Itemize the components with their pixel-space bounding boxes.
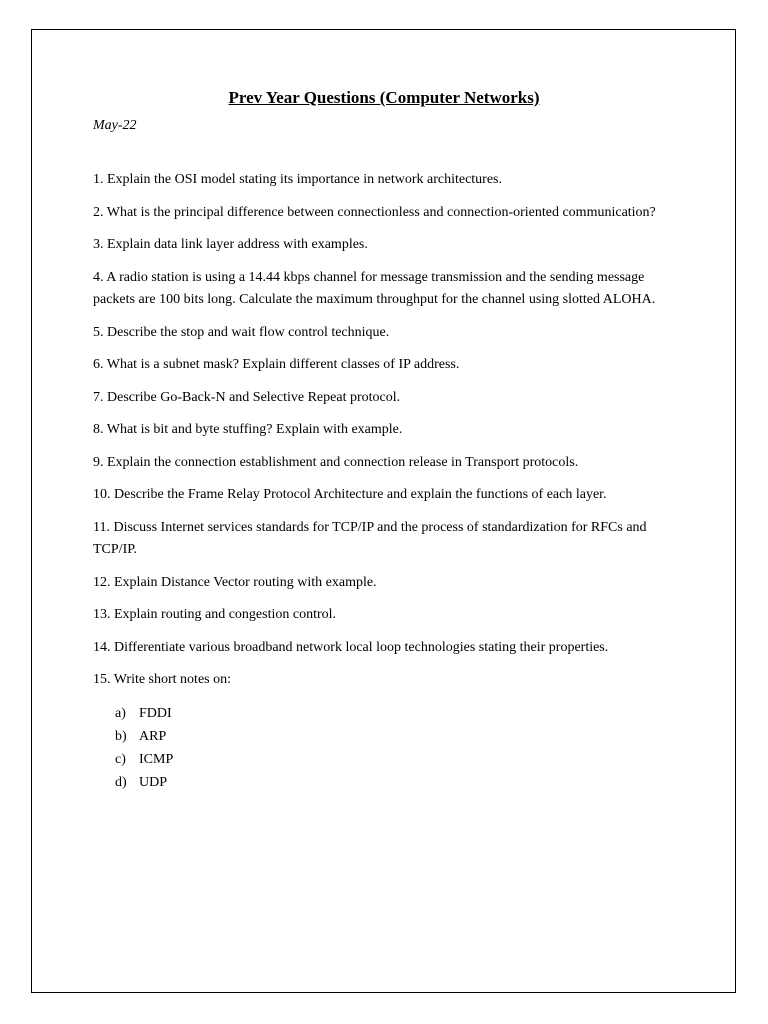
short-note-text: FDDI: [139, 705, 172, 721]
question-list: [93, 169, 678, 804]
short-note-marker: d): [115, 774, 127, 790]
short-note-item: [115, 702, 678, 725]
question-item: 12. Explain Distance Vector routing with example.: [93, 574, 377, 590]
question-item: 4. A radio station is using a 14.44 kbps channel for message transmission and the sending message packets are 100 bits long. Calculate the maximum throughput for the channel using slotted ALOHA.: [93, 269, 656, 307]
question-item: 2. What is the principal difference between connectionless and connection-oriented communication?: [93, 204, 656, 220]
exam-date: May-22: [93, 118, 137, 133]
question-item: 3. Explain data link layer address with examples.: [93, 237, 368, 252]
question-item: 13. Explain routing and congestion control.: [93, 607, 337, 622]
short-note-text: ARP: [139, 728, 167, 744]
short-note-item: [115, 725, 678, 748]
page-title: Prev Year Questions (Computer Networks): [228, 88, 540, 107]
question-item: 7. Describe Go-Back-N and Selective Repeat protocol.: [93, 389, 401, 405]
question-item: 5. Describe the stop and wait flow control technique.: [93, 324, 390, 340]
short-notes-list: [115, 702, 678, 794]
question-item: 9. Explain the connection establishment and connection release in Transport protocols.: [93, 454, 579, 470]
question-item: 6. What is a subnet mask? Explain different classes of IP address.: [93, 357, 460, 372]
short-note-marker: a): [115, 705, 126, 721]
short-note-marker: b): [115, 728, 127, 744]
short-note-text: ICMP: [139, 751, 174, 767]
short-note-item: [115, 771, 678, 794]
short-note-text: UDP: [139, 774, 168, 790]
short-note-marker: c): [115, 751, 126, 767]
question-item: 8. What is bit and byte stuffing? Explain with example.: [93, 422, 403, 437]
question-item: 11. Discuss Internet services standards for TCP/IP and the process of standardization for RFCs and TCP/IP.: [93, 519, 647, 557]
question-item: 10. Describe the Frame Relay Protocol Architecture and explain the functions of each layer.: [93, 487, 607, 502]
short-note-item: [115, 748, 678, 771]
question-item: 14. Differentiate various broadband network local loop technologies stating their properties.: [93, 639, 609, 655]
question-item-short-notes: [93, 669, 678, 794]
short-notes-prompt: 15. Write short notes on:: [93, 672, 231, 687]
question-item: 1. Explain the OSI model stating its importance in network architectures.: [93, 172, 503, 187]
